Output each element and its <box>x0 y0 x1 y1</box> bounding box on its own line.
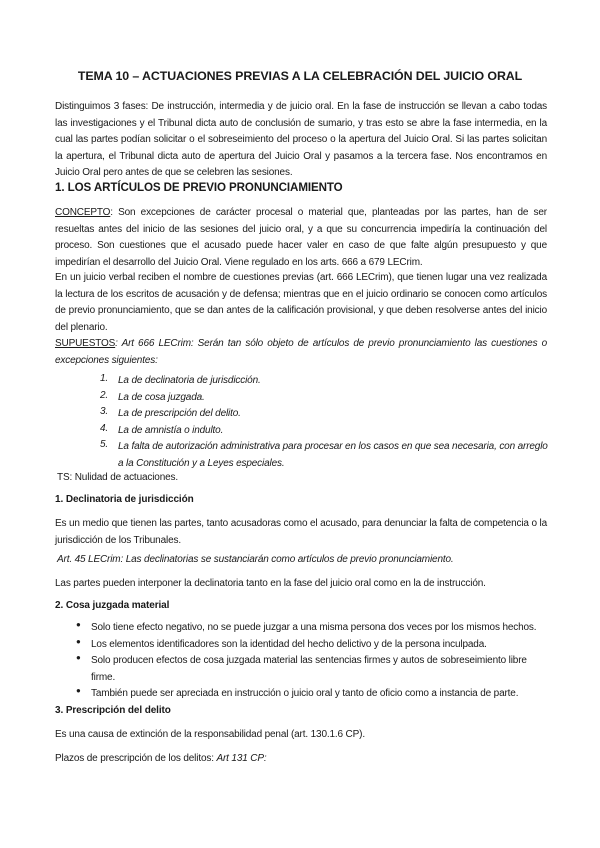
ts-paragraph: TS: Nulidad de actuaciones. <box>57 472 179 483</box>
verbal-paragraph: En un juicio verbal reciben el nombre de cuestiones previas (art. 666 LECrim), que tienen lugar una vez realizada la lectura de los escritos de acusación y de defensa; mientras que en el juicio ordinario se conocen como artículos de previo pronunciamiento, que se dan antes de la calificación provisional, y que deben resolverse antes del inicio del plenario. <box>55 272 547 333</box>
bullet-icon: ● <box>76 653 81 663</box>
declinatoria-paragraph: Es un medio que tienen las partes, tanto acusadoras como el acusado, para denunciar la falta de competencia o la jurisdicción de los Tribunales. <box>55 518 547 546</box>
prescripcion-paragraph: Es una causa de extinción de la responsabilidad penal (art. 130.1.6 CP). <box>55 729 365 740</box>
bullet-icon: ● <box>76 636 81 646</box>
plazos-label: Plazos de prescripción de los delitos: <box>55 753 217 764</box>
declinatoria-paragraph-2: Las partes pueden interponer la declinatoria tanto en la fase del juicio oral como en la de instrucción. <box>55 578 486 589</box>
concepto-label: CONCEPTO <box>55 207 111 218</box>
plazos-paragraph <box>55 751 547 768</box>
intro-paragraph: Distinguimos 3 fases: De instrucción, intermedia y de juicio oral. En la fase de instrucción se llevan a cabo todas las investigaciones y el Tribunal dicta auto de conclusión de sumario, y tras esto se abre la fase intermedia, en la cual las partes podían solicitar o el sobreseimiento del proceso o la apertura del Juicio Oral. Si las partes solicitan la apertura, el Tribunal dicta auto de apertura del Juicio Oral y pasamos a la tercera fase. Nos encontramos en Juicio Oral pero antes de que se celebren las sesiones. <box>55 101 547 179</box>
concepto-paragraph <box>55 205 547 271</box>
document-page: TEMA 10 – ACTUACIONES PREVIAS A LA CELEBRACIÓN DEL JUICIO ORAL Distinguimos 3 fases: De instrucción, intermedia y de juicio oral. En la fase de instrucción se llevan a cabo todas las investigaciones y el Tribunal dicta auto de conclusión de sumario, y tras esto se abre la fase intermedia, en la cual las partes podían solicitar o el sobreseimiento del proceso o la apertura del Juicio Oral. Si las partes solicitan la apertura, el Tribunal dicta auto de apertura del Juicio Oral y pasamos a la tercera fase. Nos encontramos en Juicio Oral pero antes de que se celebren las sesiones. 1. LOS ARTÍCULOS DE PREVIO PRONUNCIAMIENTO CONCEPTO: Son excepciones de carácter procesal o material que, planteadas por las partes, han de ser resueltas antes del inicio de las sesiones del juicio oral, y a que su concurrencia impediría la continuación del proceso. Son cuestiones que el acusado puede hacer valer en caso de que falte algún presupuesto y que impedirían el desarrollo del Juicio Oral. Viene regulado en los arts. 666 a 679 LECrim. En un juicio verbal reciben el nombre de cuestiones previas (art. 666 LECrim), que tienen lugar una vez realizada la lectura de los escritos de acusación y de defensa; mientras que en el juicio ordinario se conocen como artículos de previo pronunciamiento, que se dan antes de la calificación provisional, y que deben resolverse antes del inicio del plenario. SUPUESTOS: Art 666 LECrim: Serán tan sólo objeto de artículos de previo pronunciamiento las cuestiones o excepciones siguientes: 1. La de declinatoria de jurisdicción. 2. La de cosa juzgada. 3. La de prescripción del delito. 4. La de amnistía o indulto. 5. La falta de autorización administrativa para procesar en los casos en que sea necesaria, con arreglo a la Constitución y a Leyes especiales. TS: Nulidad de actuaciones. 1. Declinatoria de jurisdicción Es un medio que tienen las partes, tanto acusadoras como el acusado, para denunciar la falta de competencia o la jurisdicción de los Tribunales. Art. 45 LECrim: Las declinatorias se sustanciarán como artículos de previo pronunciamiento. Las partes pueden interponer la declinatoria tanto en la fase del juicio oral como en la de instrucción. 2. Cosa juzgada material ● Solo tiene efecto negativo, no se puede juzgar a una misma persona dos veces por los mismos hechos. ● Los elementos identificadores son la identidad del hecho delictivo y de la persona inculpada. ● Solo producen efectos de cosa juzgada material las sentencias firmes y autos de sobreseimiento libre firme. ● También puede ser apreciada en instrucción o juicio oral y tanto de oficio como a instancia de parte. 3. Prescripción del delito Es una causa de extinción de la responsabilidad penal (art. 130.1.6 CP). Plazos de prescripción de los delitos: Art 131 CP: <box>0 0 600 848</box>
subsection-3-heading: 3. Prescripción del delito <box>55 705 171 716</box>
declinatoria-article: Art. 45 LECrim: Las declinatorias se sustanciarán como artículos de previo pronunciamiento. <box>57 554 454 565</box>
page-title: TEMA 10 – ACTUACIONES PREVIAS A LA CELEBRACIÓN DEL JUICIO ORAL <box>77 69 523 83</box>
supuestos-text: : Art 666 LECrim: Serán tan sólo objeto de artículos de previo pronunciamiento las cuestiones o excepciones siguientes: <box>55 338 547 366</box>
bullet-icon: ● <box>76 686 81 696</box>
section-1-heading: 1. LOS ARTÍCULOS DE PREVIO PRONUNCIAMIENTO <box>55 181 343 194</box>
concepto-text: : Son excepciones de carácter procesal o material que, planteadas por las partes, han de ser resueltas antes del inicio de las sesiones del juicio oral, y a que su concurrencia impediría la continuación del proceso. Son cuestiones que el acusado puede hacer valer en caso de que falte algún presupuesto y que impedirían el desarrollo del Juicio Oral. Viene regulado en los arts. 666 a 679 LECrim. <box>55 207 547 268</box>
plazos-article: Art 131 CP: <box>216 753 267 764</box>
supuestos-paragraph <box>55 336 547 369</box>
supuestos-label: SUPUESTOS <box>55 338 116 349</box>
bullet-icon: ● <box>76 620 81 629</box>
subsection-2-heading: 2. Cosa juzgada material <box>55 600 170 611</box>
subsection-1-heading: 1. Declinatoria de jurisdicción <box>55 494 194 505</box>
